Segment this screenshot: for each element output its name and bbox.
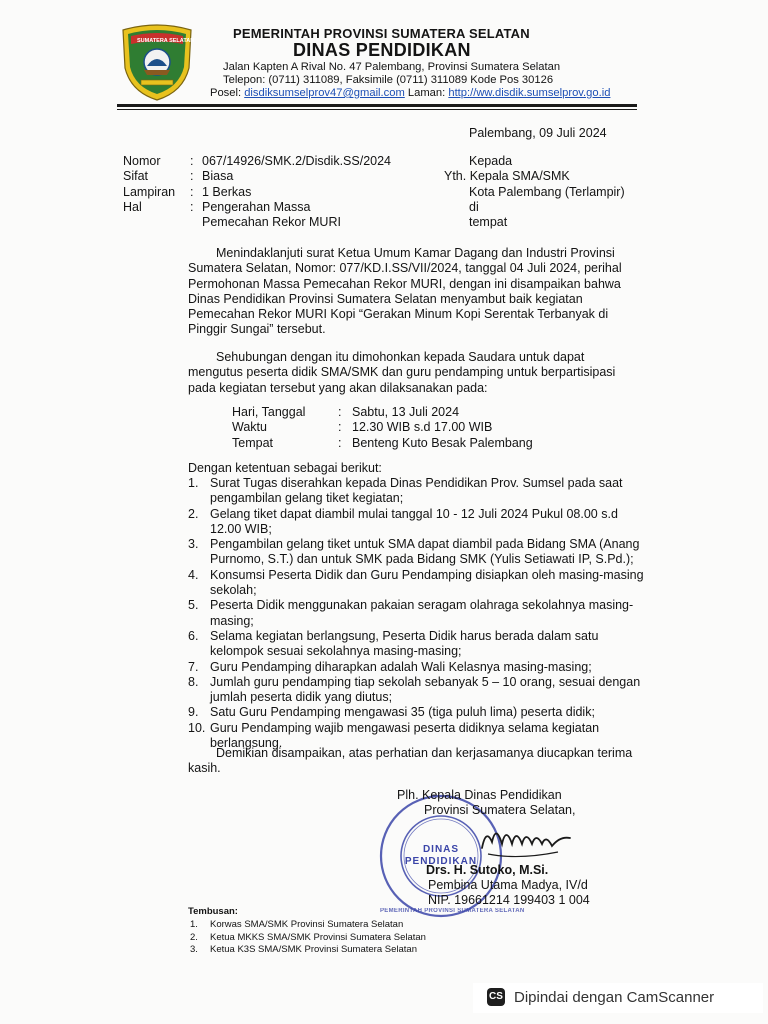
- list-item: 10. Guru Pendamping wajib mengawasi peserta didiknya selama kegiatan: [188, 720, 600, 735]
- meta-label: Sifat: [123, 169, 149, 184]
- recipient-line: di: [469, 199, 479, 214]
- signatory-nip: NIP. 19661214 199403 1 004: [428, 893, 590, 907]
- web-link[interactable]: http://ww.disdik.sumselprov.go.id: [448, 87, 611, 99]
- letterhead-rule-thin: [117, 109, 637, 110]
- letterhead-rule-thick: [117, 104, 637, 107]
- camscanner-icon: CS: [487, 988, 505, 1006]
- meta-label: Hal: [123, 199, 142, 214]
- body-paragraph-2: Sehubungan dengan itu dimohonkan kepada Saudara untuk dapat mengutus peserta didik SMA/SMK dan guru pendamping untuk berpartisipasi pada kegiatan tersebut yang akan dilaksanakan pada:: [188, 350, 616, 395]
- list-item: 7. Guru Pendamping diharapkan adalah Wali Kelasnya masing-masing;: [188, 659, 592, 674]
- letterhead-government: PEMERINTAH PROVINSI SUMATERA SELATAN: [233, 26, 530, 41]
- recipient-line: Kepada: [469, 154, 513, 168]
- signatory-position: Plh. Kepala Dinas Pendidikan: [397, 788, 562, 802]
- list-item: 1. Korwas SMA/SMK Provinsi Sumatera Selatan: [190, 919, 404, 930]
- list-item: 9. Satu Guru Pendamping mengawasi 35 (tiga puluh lima) peserta didik;: [188, 705, 595, 720]
- province-seal: [117, 22, 197, 102]
- list-item: 6. Selama kegiatan berlangsung, Peserta Didik harus berada dalam satu: [188, 628, 599, 643]
- recipient-line: Yth. Kepala SMA/SMK: [444, 169, 570, 184]
- stamp-center-text: DINAS PENDIDIKAN: [404, 844, 478, 867]
- meta-colons: : : : :: [190, 154, 194, 214]
- signatory-name: Drs. H. Sutoko, M.Si.: [426, 863, 549, 877]
- list-item: 8. Jumlah guru pendamping tiap sekolah sebanyak 5 – 10 orang, sesuai dengan: [188, 674, 641, 689]
- copies-title: Tembusan:: [188, 906, 238, 917]
- letterhead-phone: Telepon: (0711) 311089, Faksimile (0711) 311089 Kode Pos 30126: [223, 74, 554, 86]
- signatory-province: Provinsi Sumatera Selatan,: [424, 803, 576, 818]
- schedule-label: Hari, Tanggal: [232, 405, 306, 419]
- stamp-ring-text: PEMERINTAH PROVINSI SUMATERA SELATAN: [380, 908, 525, 914]
- body-paragraph-1: Menindaklanjuti surat Ketua Umum Kamar Dagang dan Industri Provinsi Sumatera Selatan, Nomor: 077/KD.I.SS/VII/2024, tanggal 04 Juli 2024, perihal Permohonan Massa Pemecahan Rekor MURI, dengan ini disampaikan bahwa Dinas Pendidikan Provinsi Sumatera Selatan menyambut baik kegiatan Pemecahan Rekor MURI Kopi “Gerakan Minum Kopi Serentak Terbanyak di Pinggir Sungai” tersebut.: [188, 246, 622, 337]
- list-item: 3. Pengambilan gelang tiket untuk SMA dapat diambil pada Bidang SMA (Anang: [188, 537, 640, 552]
- list-item: 2. Gelang tiket dapat diambil mulai tanggal 10 - 12 Juli 2024 Pukul 08.00 s.d: [188, 506, 618, 521]
- closing-paragraph: Demikian disampaikan, atas perhatian dan kerjasamanya diucapkan terima kasih.: [188, 746, 633, 776]
- meta-label: Nomor: [123, 154, 161, 168]
- signatory-rank: Pembina Utama Madya, IV/d: [428, 878, 588, 892]
- list-item: 2. Ketua MKKS SMA/SMK Provinsi Sumatera Selatan: [190, 931, 426, 943]
- recipient-block: [444, 154, 625, 230]
- letter-date: Palembang, 09 Juli 2024: [469, 126, 607, 140]
- web-label: Laman:: [407, 87, 446, 99]
- meta-number: 067/14926/SMK.2/Disdik.SS/2024: [202, 154, 392, 168]
- meta-values: [202, 154, 391, 230]
- schedule-values: [352, 405, 533, 451]
- meta-labels: [123, 154, 175, 215]
- schedule-label: Tempat: [232, 435, 273, 450]
- schedule-place: Benteng Kuto Besak Palembang: [352, 435, 533, 450]
- meta-nature: Biasa: [202, 169, 234, 184]
- schedule-label: Waktu: [232, 420, 267, 435]
- conditions-list: 1. Surat Tugas diserahkan kepada Dinas Pendidikan Prov. Sumsel pada saat pengambilan gelang tiket kegiatan; 2. Gelang tiket dapat diambil mulai tanggal 10 - 12 Juli 2024 Pukul 08.00 s.d 12.00 WIB; 3. Pengambilan gelang tiket untuk SMA dapat diambil pada Bidang SMA (Anang Purnomo, S.T.) dan untuk SMK pada Bidang SMK (Yulis Setiawati IP, S.Pd.); 4. Konsumsi Peserta Didik dan Guru Pendamping disiapkan oleh masing-masing sekolah; 5. Peserta Didik menggunakan pakaian seragam olahraga sekolahnya masing- masing; 6. Selama kegiatan berlangsung, Peserta Didik harus berada dalam satu kelompok sesuai sekolahnya masing-masing; 7. Guru Pendamping diharapkan adalah Wali Kelasnya masing-masing; 8. Jumlah guru pendamping tiap sekolah sebanyak 5 – 10 orang, sesuai dengan jumlah peserta didik yang diutus; 9. Satu Guru Pendamping mengawasi 35 (tiga puluh lima) peserta didik; 10. Guru Pendamping wajib mengawasi peserta didiknya selama kegiatan berlangsung.: [188, 476, 644, 751]
- seal-text: SUMATERA SELATAN: [137, 38, 195, 44]
- email-label: Posel:: [210, 87, 242, 99]
- letterhead-contact: [210, 87, 610, 100]
- meta-subject: Pengerahan Massa: [202, 199, 311, 214]
- letterhead-address: Jalan Kapten A Rival No. 47 Palembang, Provinsi Sumatera Selatan: [223, 61, 561, 73]
- letterhead-agency: DINAS PENDIDIKAN: [293, 40, 471, 60]
- meta-label: Lampiran: [123, 184, 176, 199]
- schedule-time: 12.30 WIB s.d 17.00 WIB: [352, 420, 493, 435]
- signature-title: [397, 788, 575, 819]
- list-item: 5. Peserta Didik menggunakan pakaian seragam olahraga sekolahnya masing-: [188, 598, 634, 613]
- recipient-line: Kota Palembang (Terlampir): [469, 184, 625, 199]
- meta-attachment: 1 Berkas: [202, 184, 252, 199]
- email-link[interactable]: disdiksumselprov47@gmail.com: [244, 87, 405, 99]
- recipient-line: tempat: [469, 215, 508, 230]
- list-item: 1. Surat Tugas diserahkan kepada Dinas Pendidikan Prov. Sumsel pada saat: [188, 476, 623, 490]
- conditions-intro: Dengan ketentuan sebagai berikut:: [188, 461, 382, 475]
- copies-list: [190, 919, 426, 957]
- scanner-watermark-text: Dipindai dengan CamScanner: [514, 989, 715, 1006]
- schedule-date: Sabtu, 13 Juli 2024: [352, 405, 460, 419]
- list-item: 4. Konsumsi Peserta Didik dan Guru Pendamping disiapkan oleh masing-masing: [188, 567, 644, 582]
- list-item: 3. Ketua K3S SMA/SMK Provinsi Sumatera Selatan: [190, 944, 417, 955]
- meta-subject-cont: Pemecahan Rekor MURI: [202, 215, 341, 230]
- schedule-labels: [232, 405, 305, 451]
- schedule-colons: : : :: [338, 405, 342, 450]
- handwritten-signature: [478, 816, 578, 864]
